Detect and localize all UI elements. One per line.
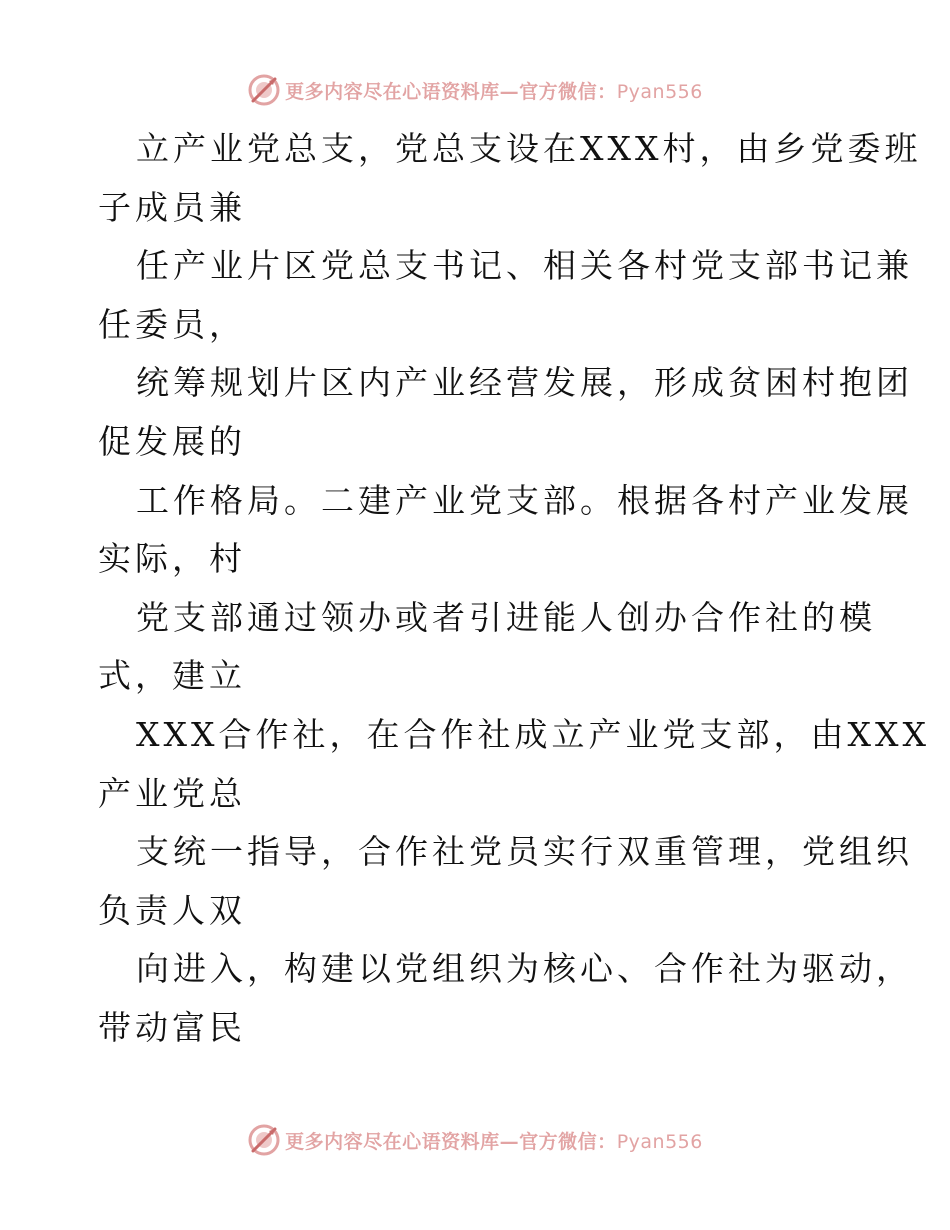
paragraph-line: 统筹规划片区内产业经营发展，形成贫困村抱团	[136, 363, 913, 403]
paragraph-line: 负责人双	[98, 890, 246, 930]
paragraph-line: 产业党总	[98, 773, 246, 813]
paragraph-line: 向进入，构建以党组织为核心、合作社为驱动，	[136, 949, 913, 989]
paragraph-line: 促发展的	[98, 421, 246, 461]
paragraph	[98, 354, 913, 471]
paragraph	[98, 120, 922, 237]
footer-banner	[0, 1120, 950, 1160]
footer-banner-text: 更多内容尽在心语资料库—官方微信：Pyan556	[285, 1130, 703, 1153]
paragraph-line: 任产业片区党总支书记、相关各村党支部书记兼	[136, 246, 913, 286]
paragraph-line: 带动富民	[98, 1007, 246, 1047]
header-banner	[0, 70, 950, 110]
paragraph	[98, 589, 876, 706]
paragraph	[98, 940, 913, 1057]
paragraph	[98, 706, 930, 823]
paragraph-line: XXX合作社，在合作社成立产业党支部，由XXX	[136, 714, 930, 754]
paragraph-line: 工作格局。二建产业党支部。根据各村产业发展	[136, 480, 913, 520]
paragraph-line: 支统一指导，合作社党员实行双重管理，党组织	[136, 832, 913, 872]
paragraph-line: 立产业党总支，党总支设在XXX村，由乡党委班	[136, 129, 922, 168]
paragraph-line: 党支部通过领办或者引进能人创办合作社的模	[136, 597, 876, 637]
header-banner-text: 更多内容尽在心语资料库—官方微信：Pyan556	[285, 80, 703, 103]
paragraph	[98, 237, 913, 354]
paragraph-line: 实际，村	[98, 539, 246, 579]
paragraph-line: 任委员，	[98, 304, 246, 344]
document-body	[98, 120, 930, 1058]
paragraph-line: 子成员兼	[98, 187, 246, 227]
paragraph	[98, 823, 913, 940]
paragraph	[98, 472, 913, 589]
paragraph-line: 式，建立	[98, 656, 246, 696]
quill-seal-icon	[247, 73, 281, 107]
quill-seal-icon	[247, 1123, 281, 1157]
